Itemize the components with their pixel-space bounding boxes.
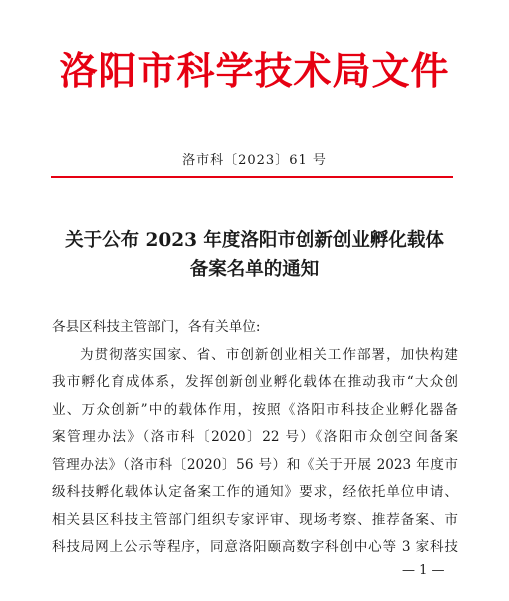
notice-title-line-1: 关于公布 2023 年度洛阳市创新创业孵化载体 <box>65 230 444 251</box>
document-number: 洛市科〔2023〕61 号 <box>182 153 327 168</box>
red-divider-line <box>51 176 453 178</box>
body-line-6: 级科技孵化载体认定备案工作的通知》要求，经依托单位申请、 <box>52 484 458 500</box>
body-line-8: 科技局网上公示等程序，同意洛阳颐高数字科创中心等 3 家科技 <box>52 539 458 555</box>
body-line-5: 管理办法》（洛市科〔2020〕56 号）和《关于开展 2023 年度市 <box>52 456 458 473</box>
notice-title-line-2: 备案名单的通知 <box>189 259 320 280</box>
body-line-2: 我市孵化育成体系，发挥创新创业孵化载体在推动我市“大众创 <box>52 374 458 390</box>
body-line-4: 案管理办法》（洛市科〔2020〕22 号）《洛阳市众创空间备案 <box>52 429 458 445</box>
salutation: 各县区科技主管部门，各有关单位: <box>52 319 261 335</box>
body-line-3: 业、万众创新”中的载体作用，按照《洛阳市科技企业孵化器备 <box>52 401 458 418</box>
issuing-authority-header: 洛阳市科学技术局文件 <box>59 49 450 93</box>
notice-title <box>30 226 479 284</box>
page-number: — 1 — <box>402 563 445 578</box>
body-line-7: 相关县区科技主管部门组织专家评审、现场考察、推荐备案、市 <box>52 511 458 528</box>
body-line-1: 为贯彻落实国家、省、市创新创业相关工作部署，加快构建 <box>80 346 458 363</box>
notice-body <box>52 314 458 562</box>
